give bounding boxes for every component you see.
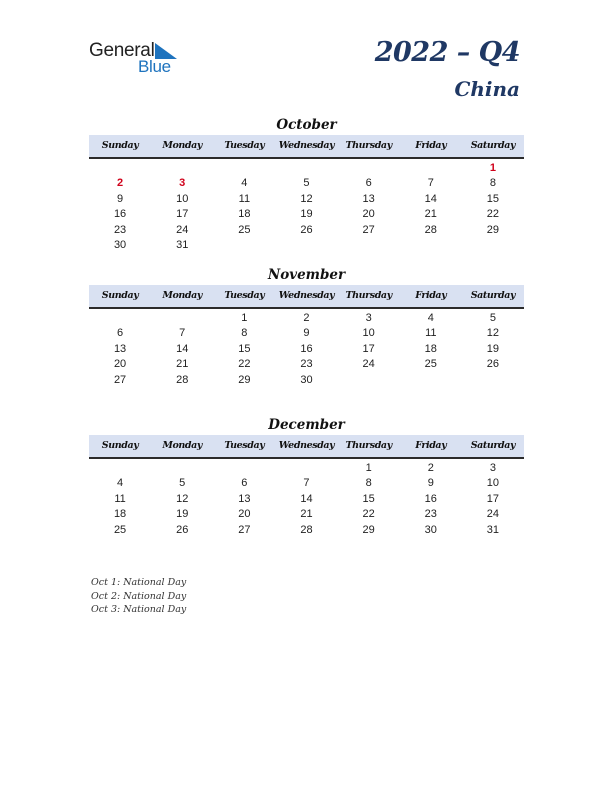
- empty-day-cell: [338, 373, 400, 388]
- weekday-label: Saturday: [470, 140, 516, 151]
- day-cell: 29: [486, 223, 500, 236]
- weekday-label: Saturday: [470, 290, 516, 301]
- day-cell: 9: [427, 477, 434, 490]
- weekday-label: Saturday: [470, 440, 516, 451]
- day-cell: 18: [424, 342, 437, 355]
- week-row: [89, 326, 524, 341]
- day-cell: 6: [241, 477, 248, 490]
- day-cell: 15: [238, 342, 251, 355]
- weekday-header: [89, 135, 524, 159]
- day-cell: 11: [238, 192, 251, 205]
- day-cell: 11: [114, 492, 126, 505]
- month-title: November: [267, 267, 346, 283]
- day-cell: 23: [300, 358, 313, 371]
- week-row: [89, 476, 524, 491]
- weekday-label: Sunday: [101, 140, 139, 151]
- day-cell: 30: [113, 238, 127, 251]
- week-row: [89, 342, 524, 357]
- day-cell: 23: [113, 223, 127, 236]
- day-cell: 21: [176, 358, 189, 371]
- empty-day-cell: [462, 238, 524, 253]
- country-title: China: [454, 77, 520, 101]
- day-cell: 30: [300, 373, 313, 386]
- holiday-note: Oct 3: National Day: [91, 604, 187, 615]
- logo-word-general: General: [89, 40, 155, 61]
- day-cell: 20: [238, 508, 251, 521]
- day-cell: 18: [113, 508, 127, 521]
- day-cell: 22: [238, 358, 251, 371]
- weekday-label: Wednesday: [278, 290, 335, 301]
- weekday-label: Monday: [162, 440, 203, 451]
- weeks: [89, 311, 524, 388]
- week-row: [89, 238, 524, 253]
- weekday-label: Tuesday: [224, 440, 265, 451]
- day-cell: 4: [427, 312, 434, 324]
- weekday-label: Sunday: [101, 440, 139, 451]
- day-cell: 1: [241, 312, 248, 324]
- day-cell: 7: [179, 327, 186, 340]
- week-row: [89, 461, 524, 476]
- day-cell: 13: [238, 492, 251, 505]
- logo-word-blue: Blue: [138, 57, 171, 76]
- day-cell: 25: [113, 523, 127, 536]
- day-cell: 7: [303, 477, 310, 490]
- empty-day-cell: [213, 461, 275, 476]
- weekday-label: Monday: [162, 290, 203, 301]
- day-cell: 14: [176, 342, 189, 355]
- day-cell: 21: [424, 208, 437, 221]
- week-row: [89, 507, 524, 522]
- day-cell: 17: [362, 342, 375, 355]
- empty-day-cell: [89, 161, 151, 176]
- empty-day-cell: [338, 161, 400, 176]
- empty-day-cell: [400, 373, 462, 388]
- weekday-label: Tuesday: [224, 140, 265, 151]
- empty-day-cell: [213, 238, 275, 253]
- day-cell: 15: [486, 192, 500, 205]
- empty-day-cell: [275, 461, 337, 476]
- day-cell: 3: [365, 312, 372, 324]
- weekday-label: Sunday: [101, 290, 139, 301]
- month-title: October: [276, 117, 337, 133]
- day-cell: 24: [176, 223, 189, 236]
- day-cell: 17: [486, 492, 500, 505]
- empty-day-cell: [275, 161, 337, 176]
- month-november: [89, 265, 524, 388]
- weekday-label: Friday: [415, 440, 447, 451]
- weekday-label: Thursday: [345, 440, 392, 451]
- weekday-label: Thursday: [345, 290, 392, 301]
- day-cell: 6: [117, 327, 124, 340]
- day-cell: 7: [427, 177, 434, 190]
- day-cell: 27: [238, 523, 251, 536]
- day-cell: 13: [113, 342, 127, 355]
- day-cell: 20: [113, 358, 127, 371]
- day-cell: 22: [362, 508, 375, 521]
- day-cell: 24: [362, 358, 375, 371]
- week-row: [89, 492, 524, 507]
- empty-day-cell: [275, 238, 337, 253]
- day-cell: 12: [486, 327, 500, 340]
- day-cell: 10: [486, 477, 500, 490]
- weekday-header: [89, 285, 524, 309]
- logo: [89, 40, 189, 76]
- day-cell: 26: [486, 358, 500, 371]
- day-cell: 8: [241, 327, 248, 340]
- month-october: [89, 115, 524, 253]
- weekday-label: Tuesday: [224, 290, 265, 301]
- day-cell: 5: [489, 312, 496, 324]
- day-cell: 20: [362, 208, 375, 221]
- day-cell: 8: [489, 177, 496, 190]
- holiday-note: Oct 2: National Day: [91, 590, 187, 602]
- day-cell: 2: [303, 312, 310, 324]
- day-cell: 26: [176, 523, 189, 536]
- day-cell: 13: [362, 192, 375, 205]
- day-cell: 5: [303, 177, 310, 190]
- empty-day-cell: [400, 238, 462, 253]
- day-cell: 27: [113, 373, 127, 386]
- empty-day-cell: [462, 373, 524, 388]
- day-cell: 17: [176, 208, 189, 221]
- day-cell: 10: [176, 192, 189, 205]
- weeks: [89, 461, 524, 538]
- day-cell: 19: [176, 508, 189, 521]
- day-cell: 19: [300, 208, 313, 221]
- day-cell: 6: [365, 177, 372, 190]
- week-row: [89, 176, 524, 191]
- day-cell: 21: [300, 508, 313, 521]
- day-cell: 25: [238, 223, 251, 236]
- month-december: [89, 415, 524, 538]
- holiday-day-cell: 2: [117, 177, 124, 190]
- day-cell: 11: [425, 327, 437, 340]
- day-cell: 1: [365, 462, 372, 474]
- empty-day-cell: [400, 161, 462, 176]
- day-cell: 18: [238, 208, 251, 221]
- day-cell: 23: [424, 508, 437, 521]
- day-cell: 26: [300, 223, 313, 236]
- holiday-day-cell: 1: [489, 162, 496, 174]
- holiday-day-cell: 3: [179, 177, 186, 190]
- holiday-notes: [91, 576, 186, 617]
- day-cell: 29: [238, 373, 251, 386]
- weekday-label: Wednesday: [278, 140, 335, 151]
- weekday-label: Monday: [162, 140, 203, 151]
- empty-day-cell: [89, 461, 151, 476]
- weekday-label: Thursday: [345, 140, 392, 151]
- period-title: 2022 – Q4: [374, 37, 520, 68]
- empty-day-cell: [89, 311, 151, 326]
- week-row: [89, 373, 524, 388]
- month-title: December: [268, 417, 345, 433]
- day-cell: 3: [489, 462, 496, 474]
- week-row: [89, 223, 524, 238]
- day-cell: 30: [424, 523, 437, 536]
- day-cell: 9: [117, 192, 124, 205]
- weekday-label: Wednesday: [278, 440, 335, 451]
- day-cell: 14: [300, 492, 313, 505]
- day-cell: 22: [486, 208, 500, 221]
- empty-day-cell: [213, 161, 275, 176]
- week-row: [89, 207, 524, 222]
- day-cell: 16: [424, 492, 437, 505]
- day-cell: 8: [365, 477, 372, 490]
- day-cell: 15: [362, 492, 375, 505]
- day-cell: 28: [176, 373, 189, 386]
- week-row: [89, 311, 524, 326]
- empty-day-cell: [151, 461, 213, 476]
- day-cell: 28: [424, 223, 437, 236]
- day-cell: 16: [113, 208, 127, 221]
- empty-day-cell: [338, 238, 400, 253]
- day-cell: 25: [424, 358, 437, 371]
- week-row: [89, 357, 524, 372]
- day-cell: 9: [303, 327, 310, 340]
- day-cell: 24: [486, 508, 500, 521]
- day-cell: 5: [179, 477, 186, 490]
- weekday-label: Friday: [415, 140, 447, 151]
- weekday-header: [89, 435, 524, 459]
- day-cell: 19: [486, 342, 500, 355]
- day-cell: 14: [424, 192, 437, 205]
- day-cell: 12: [300, 192, 313, 205]
- day-cell: 12: [176, 492, 189, 505]
- day-cell: 4: [241, 177, 248, 190]
- day-cell: 2: [427, 462, 434, 474]
- holiday-note: Oct 1: National Day: [91, 577, 187, 588]
- day-cell: 10: [362, 327, 375, 340]
- day-cell: 28: [300, 523, 313, 536]
- day-cell: 31: [176, 238, 189, 251]
- day-cell: 27: [362, 223, 375, 236]
- empty-day-cell: [151, 311, 213, 326]
- day-cell: 31: [486, 523, 500, 536]
- weeks: [89, 161, 524, 253]
- weekday-label: Friday: [415, 290, 447, 301]
- week-row: [89, 161, 524, 176]
- day-cell: 16: [300, 342, 313, 355]
- day-cell: 4: [117, 477, 124, 490]
- empty-day-cell: [151, 161, 213, 176]
- day-cell: 29: [362, 523, 375, 536]
- week-row: [89, 523, 524, 538]
- week-row: [89, 192, 524, 207]
